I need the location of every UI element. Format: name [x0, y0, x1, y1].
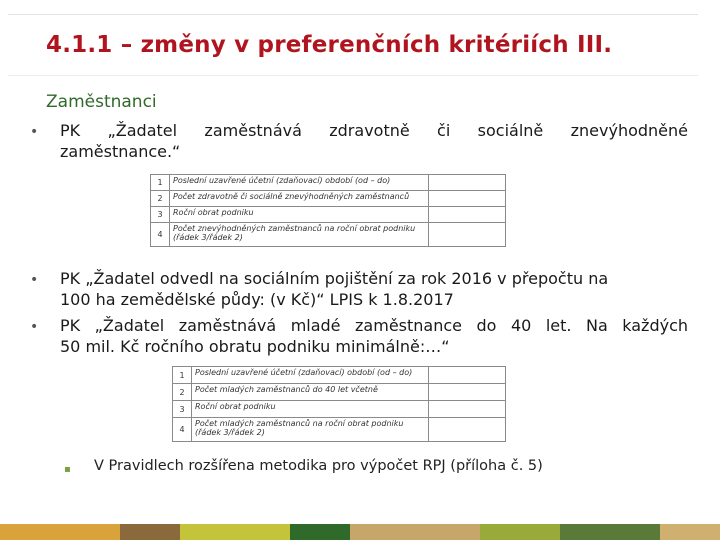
- bullet-marker: •: [30, 319, 39, 335]
- bullet-line: PK „Žadatel odvedl na sociálním pojištění za rok 2016 v přepočtu na: [60, 269, 609, 288]
- note-text: V Pravidlech rozšířena metodika pro výpočet RPJ (příloha č. 5): [94, 458, 543, 474]
- table-row: [151, 175, 506, 191]
- bullet-line: zaměstnance.“: [60, 142, 181, 161]
- bullet-text-disabled-employees: [60, 120, 688, 162]
- row-label: Počet znevýhodněných zaměstnanců na roční obrat podniku (řádek 3/řádek 2): [170, 223, 429, 247]
- footer-stripe-segment: [180, 524, 290, 540]
- table-row: [151, 191, 506, 207]
- row-value-cell: [429, 207, 506, 223]
- row-number: 1: [151, 175, 170, 191]
- row-label: Roční obrat podniku: [192, 401, 429, 418]
- row-number: 2: [173, 384, 192, 401]
- row-number: 3: [173, 401, 192, 418]
- footer-stripe-segment: [350, 524, 480, 540]
- row-number: 4: [151, 223, 170, 247]
- row-number: 2: [151, 191, 170, 207]
- row-value-cell: [429, 384, 506, 401]
- row-number: 1: [173, 367, 192, 384]
- footer-color-stripe: [0, 524, 720, 540]
- bullet-marker: •: [30, 124, 39, 140]
- row-label: Roční obrat podniku: [170, 207, 429, 223]
- footer-stripe-segment: [560, 524, 660, 540]
- footer-stripe-segment: [660, 524, 720, 540]
- table-row: [151, 207, 506, 223]
- bullet-text-social-insurance: [60, 268, 688, 310]
- bullet-marker: •: [30, 272, 39, 288]
- footer-stripe-segment: [290, 524, 350, 540]
- bullet-line: PK „Žadatel zaměstnává mladé zaměstnance do 40 let. Na každých: [60, 316, 688, 335]
- row-label: Počet mladých zaměstnanců na roční obrat podniku (řádek 3/řádek 2): [192, 418, 429, 442]
- footer-stripe-segment: [480, 524, 560, 540]
- section-subheading: Zaměstnanci: [46, 92, 157, 112]
- row-value-cell: [429, 401, 506, 418]
- table-row: [173, 418, 506, 442]
- table-row: [173, 367, 506, 384]
- table-row: [173, 384, 506, 401]
- footer-stripe-segment: [0, 524, 120, 540]
- bullet-line: 100 ha zemědělské půdy: (v Kč)“ LPIS k 1.8.2017: [60, 290, 454, 309]
- table-row: [173, 401, 506, 418]
- form-table-young-employees: [172, 366, 506, 442]
- form-table-disabled-employees: [150, 174, 506, 247]
- bullet-text-young-employees: [60, 315, 688, 357]
- row-label: Počet mladých zaměstnanců do 40 let včetně: [192, 384, 429, 401]
- row-label: Poslední uzavřené účetní (zdaňovací) období (od – do): [170, 175, 429, 191]
- bullet-line: 50 mil. Kč ročního obratu podniku minimálně:…“: [60, 337, 450, 356]
- row-number: 4: [173, 418, 192, 442]
- footer-stripe-segment: [120, 524, 180, 540]
- table-row: [151, 223, 506, 247]
- slide-title: 4.1.1 – změny v preferenčních kritériích III.: [46, 32, 613, 58]
- note-bullet-marker: ▪: [64, 464, 71, 475]
- row-value-cell: [429, 367, 506, 384]
- row-label: Počet zdravotně či sociálně znevýhodněných zaměstnanců: [170, 191, 429, 207]
- row-number: 3: [151, 207, 170, 223]
- bullet-line: PK „Žadatel zaměstnává zdravotně či sociálně znevýhodněné: [60, 121, 688, 140]
- row-value-cell: [429, 418, 506, 442]
- row-value-cell: [429, 191, 506, 207]
- row-value-cell: [429, 223, 506, 247]
- row-label: Poslední uzavřené účetní (zdaňovací) období (od – do): [192, 367, 429, 384]
- row-value-cell: [429, 175, 506, 191]
